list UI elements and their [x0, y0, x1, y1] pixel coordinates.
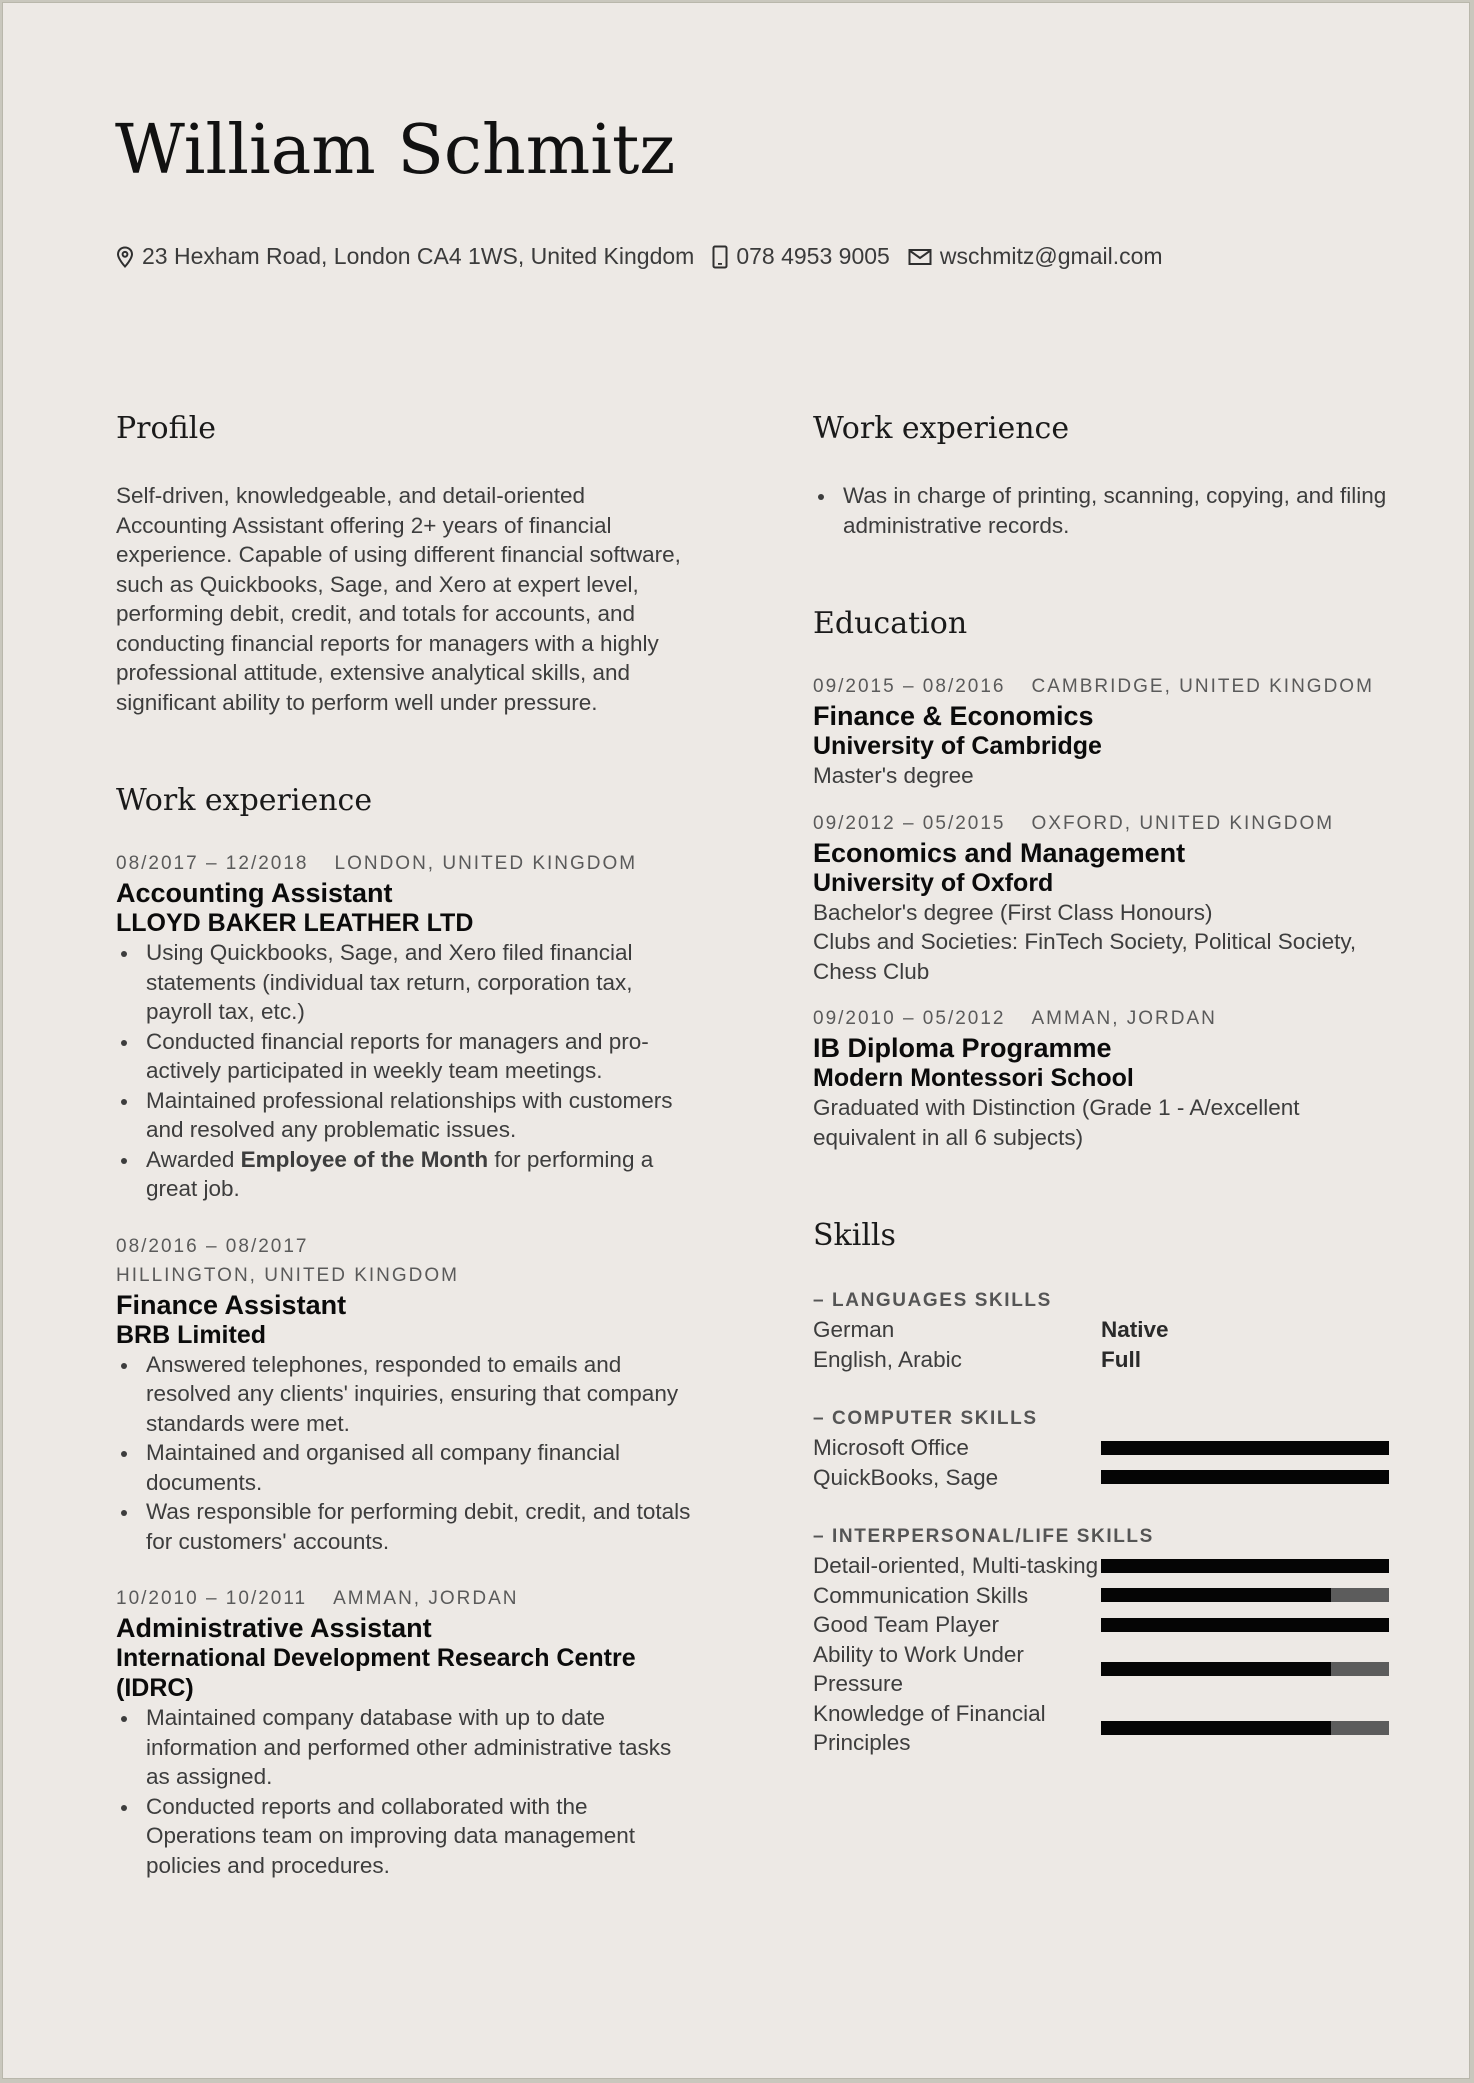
- job-bullet: Maintained and organised all company financial documents.: [146, 1438, 696, 1497]
- language-skills-heading: – LANGUAGES SKILLS: [813, 1290, 1052, 1311]
- education-entry: [813, 1004, 1398, 1152]
- phone-text: 078 4953 9005: [736, 243, 890, 269]
- edu-meta: [813, 1004, 1398, 1033]
- job-entry: [116, 849, 696, 1204]
- job-bullet-award: [146, 1145, 696, 1204]
- skill-bar-wrap: [1101, 1662, 1389, 1676]
- skill-row: [813, 1640, 1398, 1699]
- job-bullet: Using Quickbooks, Sage, and Xero filed financial statements (individual tax return, corporation tax, payroll tax, etc.): [146, 938, 696, 1027]
- award-pre: Awarded: [146, 1146, 241, 1172]
- job-bullet: Conducted financial reports for managers and pro-actively participated in weekly team meetings.: [146, 1027, 696, 1086]
- edu-detail: Clubs and Societies: FinTech Society, Political Society, Chess Club: [813, 929, 1357, 984]
- edu-detail: Bachelor's degree (First Class Honours): [813, 899, 1213, 925]
- language-row: [813, 1345, 1398, 1375]
- skill-bar-wrap: [1101, 1588, 1389, 1602]
- job-bullet: Was responsible for performing debit, credit, and totals for customers' accounts.: [146, 1497, 696, 1556]
- skill-level-fill: [1101, 1588, 1331, 1602]
- edu-school: University of Cambridge: [813, 732, 1102, 760]
- skill-name: Good Team Player: [813, 1612, 999, 1637]
- job-role: Finance Assistant: [116, 1289, 347, 1320]
- edu-school: University of Oxford: [813, 868, 1054, 897]
- skill-name: Ability to Work Under Pressure: [813, 1641, 1024, 1696]
- skill-level-fill: [1101, 1721, 1331, 1735]
- skill-level-bar: [1101, 1441, 1389, 1455]
- address-item: [116, 243, 694, 270]
- job-bullet: Maintained company database with up to date information and performed other administrative tasks as assigned.: [146, 1703, 696, 1792]
- skill-name: QuickBooks, Sage: [813, 1464, 999, 1490]
- edu-location: OXFORD, UNITED KINGDOM: [1031, 812, 1335, 834]
- skill-level-fill: [1101, 1441, 1389, 1455]
- edu-detail: Master's degree: [813, 763, 974, 788]
- location-pin-icon: [116, 246, 134, 268]
- resume-page: [2, 2, 1470, 2079]
- skill-level-bar: [1101, 1618, 1389, 1632]
- edu-degree: IB Diploma Programme: [813, 1033, 1112, 1063]
- skill-level-bar: [1101, 1559, 1389, 1573]
- language-skills: [813, 1286, 1398, 1374]
- email-item: [908, 243, 1163, 270]
- award-post: for performing a great job.: [146, 1146, 654, 1201]
- skill-name: Detail-oriented, Multi-tasking: [813, 1553, 1099, 1578]
- job-bullet: Conducted reports and collaborated with the Operations team on improving data management policies and procedures.: [146, 1792, 696, 1881]
- edu-degree: Economics and Management: [813, 837, 1186, 868]
- candidate-name: William Schmitz: [115, 111, 676, 190]
- address-text: 23 Hexham Road, London CA4 1WS, United Kingdom: [142, 243, 695, 269]
- skill-level-fill: [1101, 1662, 1331, 1676]
- mail-icon: [908, 248, 932, 266]
- job-entry: [116, 1232, 696, 1557]
- job-location: AMMAN, JORDAN: [333, 1588, 519, 1609]
- language-level: Full: [1101, 1346, 1141, 1372]
- edu-detail: Graduated with Distinction (Grade 1 - A/excellent equivalent in all 6 subjects): [813, 1095, 1300, 1150]
- phone-icon: [712, 245, 728, 269]
- profile-heading: Profile: [116, 411, 216, 446]
- job-dates: 08/2017 – 12/2018: [116, 853, 309, 874]
- skill-row: [813, 1699, 1398, 1758]
- work-cont-heading: Work experience: [813, 411, 1070, 446]
- edu-dates: 09/2010 – 05/2012: [813, 1008, 1006, 1029]
- skill-row: [813, 1581, 1398, 1611]
- computer-skill-list: [813, 1433, 1398, 1492]
- job-bullet: Answered telephones, responded to emails and resolved any clients' inquiries, ensuring that company standards were met.: [146, 1350, 696, 1439]
- skill-bar-wrap: [1101, 1463, 1389, 1493]
- skill-level-fill: [1101, 1618, 1389, 1632]
- edu-location: AMMAN, JORDAN: [1031, 1008, 1217, 1029]
- skill-bar-wrap: [1101, 1721, 1389, 1735]
- job-meta: [116, 849, 696, 878]
- job-company: BRB Limited: [116, 1320, 266, 1349]
- job-entry: [116, 1584, 696, 1880]
- computer-skills-heading: – COMPUTER SKILLS: [813, 1408, 1038, 1429]
- edu-location: CAMBRIDGE, UNITED KINGDOM: [1031, 676, 1374, 697]
- skill-bar-wrap: [1101, 1433, 1389, 1463]
- skill-name: Knowledge of Financial Principles: [813, 1700, 1046, 1755]
- right-column: [813, 403, 1398, 1758]
- language-name: English, Arabic: [813, 1346, 962, 1372]
- edu-meta: [813, 809, 1398, 838]
- skill-row: [813, 1551, 1398, 1581]
- skill-level-bar: [1101, 1470, 1389, 1484]
- edu-degree: Finance & Economics: [813, 701, 1094, 731]
- job-role: Accounting Assistant: [116, 878, 393, 908]
- email-text: wschmitz@gmail.com: [939, 243, 1163, 269]
- skill-level-fill: [1101, 1470, 1389, 1484]
- job-dates: 10/2010 – 10/2011: [116, 1588, 308, 1609]
- job-company: International Development Research Centre (IDRC): [116, 1644, 636, 1702]
- job-bullets: [116, 1703, 696, 1880]
- job-role: Administrative Assistant: [116, 1613, 432, 1643]
- job-location: HILLINGTON, UNITED KINGDOM: [116, 1264, 460, 1286]
- education-heading: Education: [813, 606, 968, 641]
- skill-level-bar: [1101, 1721, 1389, 1735]
- skill-level-fill: [1101, 1559, 1389, 1573]
- interpersonal-skill-list: [813, 1551, 1398, 1758]
- edu-dates: 09/2015 – 08/2016: [813, 676, 1006, 697]
- job-location: LONDON, UNITED KINGDOM: [334, 853, 638, 874]
- language-row: [813, 1315, 1398, 1345]
- profile-text: Self-driven, knowledgeable, and detail-oriented Accounting Assistant offering 2+ years of financial experience. Capable of using different financial software, such as Quickbooks, Sage, and Xero at expert level, performing debit, credit, and totals for accounts, and conducting financial reports for managers with a highly professional attitude, extensive analytical skills, and significant ability to perform well under pressure.: [116, 483, 681, 715]
- language-level: Native: [1101, 1317, 1169, 1342]
- work-cont-bullet: Was in charge of printing, scanning, copying, and filing administrative records.: [843, 481, 1398, 540]
- job-bullets: [116, 938, 696, 1204]
- computer-skills: [813, 1404, 1398, 1492]
- award-title: Employee of the Month: [240, 1146, 489, 1172]
- job-meta: [116, 1584, 696, 1613]
- edu-dates: 09/2012 – 05/2015: [813, 812, 1006, 834]
- education-entry: [813, 809, 1398, 987]
- edu-meta: [813, 672, 1398, 701]
- interpersonal-skills-heading: – INTERPERSONAL/LIFE SKILLS: [813, 1526, 1154, 1547]
- education-entry: [813, 672, 1398, 791]
- skill-level-bar: [1101, 1662, 1389, 1676]
- skill-level-bar: [1101, 1588, 1389, 1602]
- job-dates: 08/2016 – 08/2017: [116, 1235, 309, 1257]
- job-company: LLOYD BAKER LEATHER LTD: [116, 909, 474, 937]
- work-heading: Work experience: [116, 783, 373, 818]
- skill-name: Microsoft Office: [813, 1435, 969, 1460]
- skill-row: [813, 1610, 1398, 1640]
- job-bullets: [116, 1350, 696, 1557]
- skill-row: [813, 1433, 1398, 1463]
- contact-bar: [116, 243, 1181, 270]
- language-name: German: [813, 1317, 895, 1342]
- skills-heading: Skills: [813, 1218, 896, 1253]
- work-cont-bullets: [813, 481, 1398, 540]
- left-column: [116, 403, 696, 1880]
- skill-row: [813, 1463, 1398, 1493]
- interpersonal-skills: [813, 1522, 1398, 1758]
- skill-name: Communication Skills: [813, 1582, 1029, 1608]
- phone-item: [712, 243, 890, 270]
- skill-bar-wrap: [1101, 1559, 1389, 1573]
- job-bullet: Maintained professional relationships with customers and resolved any problematic issues.: [146, 1086, 696, 1145]
- edu-school: Modern Montessori School: [813, 1064, 1134, 1092]
- skill-bar-wrap: [1101, 1618, 1389, 1632]
